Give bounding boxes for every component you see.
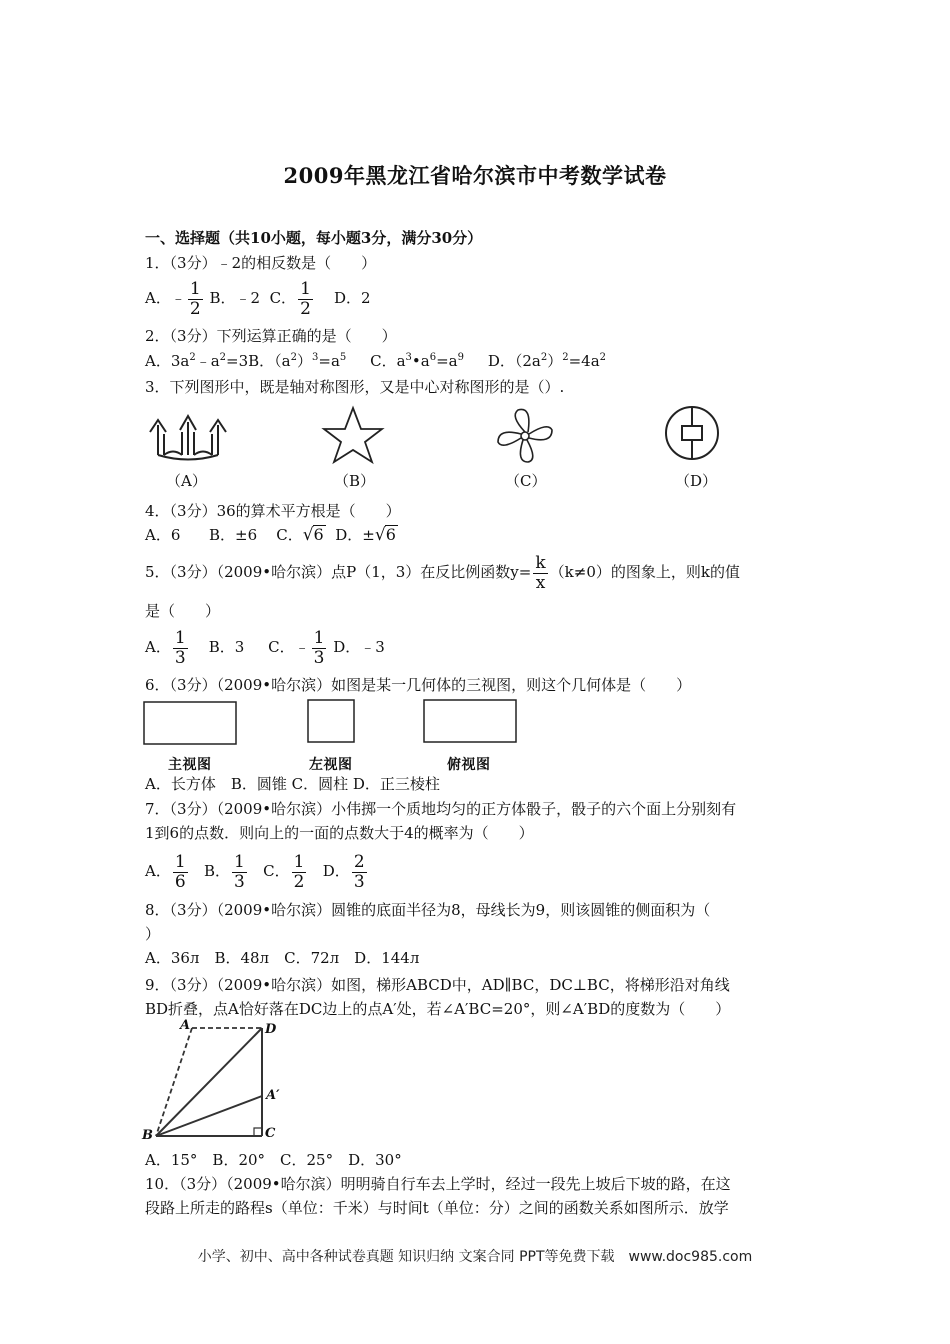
q3-stem: 3．下列图形中，既是轴对称图形，又是中心对称图形的是（）. xyxy=(145,378,565,396)
q2-options: A．$3a^2﹣a^2=3B$．$(a^2)^3=a^5$ C．$a^3•a^6=a^9$ D．$(2a^2)^2=4a^2$ xyxy=(145,352,607,370)
q1-option-c: C． xyxy=(269,289,297,307)
figure-a-label: （A） xyxy=(166,472,207,490)
q8-stem-line1: 8．（3分）（2009•哈尔滨）圆锥的底面半径为8，母线长为9，则该圆锥的侧面积为（ xyxy=(145,901,711,919)
q1-options xyxy=(145,278,371,319)
top-view-rect xyxy=(424,700,516,742)
q4-options: A．6 B．±6 C．√6 D．±√6 xyxy=(145,525,396,545)
q10-stem-line2: 段路上所走的路程s（单位：千米）与时间t（单位：分）之间的函数关系如图所示．放学 xyxy=(145,1199,729,1217)
right-angle-mark xyxy=(254,1128,262,1136)
label-c: C xyxy=(265,1126,276,1141)
figure-d-label: （D） xyxy=(675,472,718,490)
front-view-rect xyxy=(144,702,236,744)
side-view-rect xyxy=(308,700,354,742)
q5-stem: 5．（3分）（2009•哈尔滨）点P（1，3）在反比例函数y= $\frac{k}{x}$ （k≠0）的图象上，则k的值 xyxy=(145,552,740,593)
q8-stem-line2: ） xyxy=(145,925,161,943)
q7-stem-line1: 7．（3分）（2009•哈尔滨）小伟掷一个质地均匀的正方体骰子，骰子的六个面上分别刻有 xyxy=(145,800,737,818)
section-heading: 一、选择题（共10小题，每小题3分，满分30分） xyxy=(145,229,483,247)
front-view-label: 主视图 xyxy=(168,757,212,773)
side-view-label: 左视图 xyxy=(309,757,353,773)
label-d: D xyxy=(265,1022,277,1037)
q9-stem-line1: 9．（3分）（2009•哈尔滨）如图，梯形ABCD中，AD∥BC，DC⊥BC，将梯形沿对角线 xyxy=(145,976,730,994)
figure-d-circle-square-icon xyxy=(666,407,718,459)
label-a-prime: A′ xyxy=(266,1088,280,1103)
segment-ab xyxy=(156,1028,192,1136)
q7-stem-line2: 1到6的点数．则向上的一面的点数大于4的概率为（ ） xyxy=(145,824,534,842)
q10-stem-line1: 10．（3分）（2009•哈尔滨）明明骑自行车去上学时，经过一段先上坡后下坡的路，在这 xyxy=(145,1175,731,1193)
q7-options: A． $\frac{1}{6}$ B． $\frac{1}{3}$ C． $\frac{1}{2}$ D． $\frac{2}{3}$ xyxy=(145,851,365,892)
q8-options: A．36л B．48л C．72л D．144л xyxy=(145,949,420,967)
figure-c-label: （C） xyxy=(505,472,547,490)
q6-options: A．长方体 B．圆锥 C．圆柱 D．正三棱柱 xyxy=(145,775,440,793)
q1-option-a: A．﹣ xyxy=(145,289,186,307)
q9-options: A．15° B．20° C．25° D．30° xyxy=(145,1151,402,1169)
figure-b-star-icon xyxy=(324,408,382,462)
q1-stem: 1．（3分）﹣2的相反数是（ ） xyxy=(145,254,377,272)
segment-ba-prime xyxy=(156,1096,262,1136)
footer-note: 小学、初中、高中各种试卷真题 知识归纳 文案合同 PPT等免费下载 www.doc985.com xyxy=(197,1249,753,1265)
q4-stem: 4．（3分）36的算术平方根是（ ） xyxy=(145,502,401,520)
q1-fraction-c: $\frac{1}{2}$ xyxy=(300,278,311,319)
q9-trapezoid-diagram xyxy=(140,1018,300,1148)
q6-stem: 6．（3分）（2009•哈尔滨）如图是某一几何体的三视图，则这个几何体是（ ） xyxy=(145,676,692,694)
q1-fraction: $\frac{1}{2}$ xyxy=(189,278,201,319)
q1-option-d: D．2 xyxy=(333,289,371,307)
label-b: B xyxy=(142,1128,153,1143)
q2-stem: 2．（3分）下列运算正确的是（ ） xyxy=(145,327,397,345)
top-view-label: 俯视图 xyxy=(447,757,491,773)
q5-options: A． $\frac{1}{3}$ B．3 C．﹣ $\frac{1}{3}$ D．﹣3 xyxy=(145,627,385,668)
q3-figures xyxy=(140,400,740,475)
page-title: 2009年黑龙江省哈尔滨市中考数学试卷 xyxy=(283,163,667,188)
q6-three-views xyxy=(140,698,530,748)
label-a: A xyxy=(180,1018,191,1033)
figure-b-label: （B） xyxy=(334,472,376,490)
figure-c-fan-icon xyxy=(498,409,552,462)
q1-option-b: B．﹣2 xyxy=(209,289,261,307)
q9-stem-line2: BD折叠，点A恰好落在DC边上的点A′处，若∠A′BC=20°，则∠A′BD的度数为（ ） xyxy=(145,1000,731,1018)
figure-a-arrows-icon xyxy=(150,416,226,460)
q5-stem-line2: 是（ ） xyxy=(145,602,221,620)
segment-bd xyxy=(156,1028,262,1136)
